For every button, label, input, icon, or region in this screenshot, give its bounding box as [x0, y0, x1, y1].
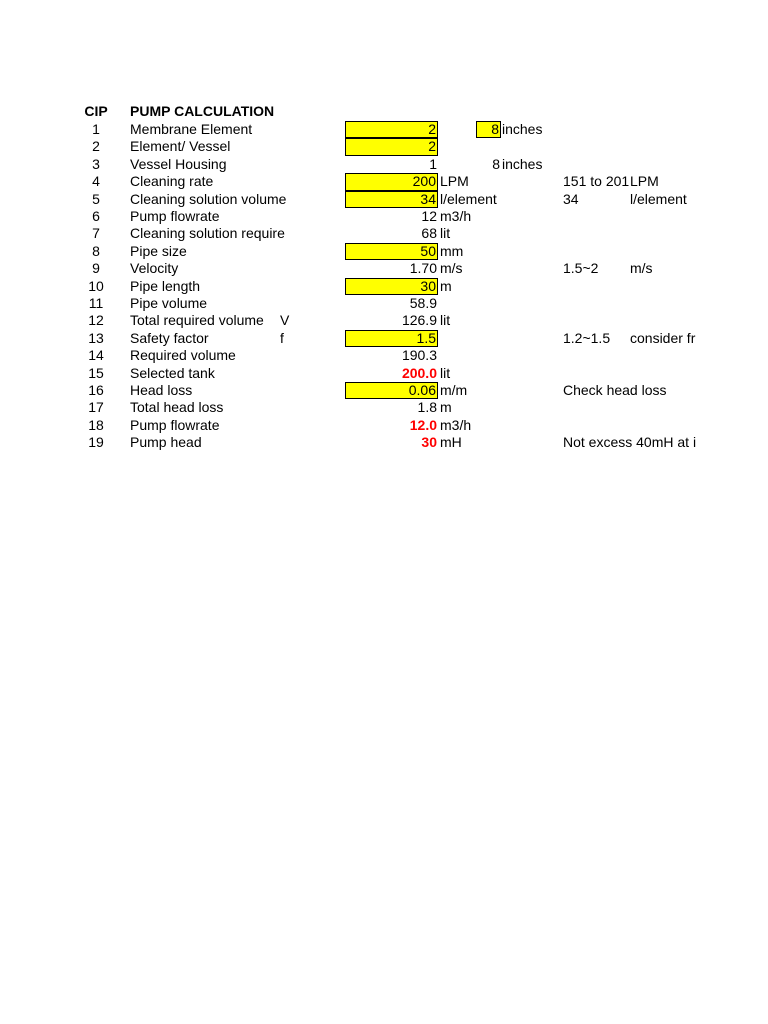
row-unit: m/s — [440, 260, 463, 277]
row-head-loss — [0, 382, 768, 399]
row-number: 9 — [92, 260, 100, 277]
row-label: Pipe volume — [130, 295, 208, 311]
row-unit: m/m — [440, 382, 468, 398]
row-symbol: V — [280, 312, 290, 329]
row-label: Cleaning solution require — [130, 225, 285, 242]
row-number: 12 — [88, 312, 104, 329]
row-cleaning-solution-require — [0, 225, 768, 242]
row-label: Pump head — [130, 434, 202, 451]
row-total-required-volume — [0, 312, 768, 329]
row-label: Vessel Housing — [130, 155, 227, 172]
row-number: 18 — [88, 416, 104, 433]
row-total-head-loss — [0, 399, 768, 416]
sheet-title: PUMP CALCULATION — [130, 103, 275, 119]
row-number: 16 — [88, 382, 104, 398]
row-unit: l/element — [440, 190, 497, 207]
row-label: Safety factor — [130, 329, 209, 346]
row-number: 6 — [92, 208, 100, 224]
row-number: 10 — [88, 277, 104, 294]
row-pump-flowrate-result — [0, 417, 768, 434]
row-value: 12 — [421, 208, 437, 224]
row-cleaning-solution-volume — [0, 191, 768, 208]
row-number: 1 — [92, 121, 100, 137]
row-label: Pipe length — [130, 277, 201, 294]
row-number: 7 — [92, 225, 100, 242]
row-cleaning-rate — [0, 173, 768, 190]
row-number: 11 — [88, 295, 104, 311]
row-reference: Not excess 40mH at i — [563, 434, 696, 451]
row-value-secondary: 8 — [492, 155, 500, 172]
row-vessel-housing — [0, 156, 768, 173]
row-label: Element/ Vessel — [130, 138, 231, 155]
row-label: Velocity — [130, 260, 179, 277]
row-reference: 34 — [563, 190, 579, 207]
row-number: 8 — [92, 242, 100, 259]
row-value: 190.3 — [401, 347, 437, 364]
row-number: 19 — [88, 434, 104, 451]
head-loss-input[interactable]: 0.06 — [345, 382, 438, 399]
row-value: 1.70 — [409, 260, 437, 277]
row-velocity — [0, 260, 768, 277]
row-reference: Check head loss — [563, 382, 667, 398]
row-number: 17 — [88, 399, 104, 416]
row-unit: m — [440, 399, 452, 416]
row-symbol: f — [280, 329, 284, 346]
row-label: Head loss — [130, 382, 193, 398]
row-unit: lit — [440, 225, 451, 242]
row-value: 1.8 — [417, 399, 437, 416]
pump-flowrate-result: 12.0 — [409, 416, 437, 433]
row-reference-unit: consider fr — [630, 329, 696, 346]
row-label: Total head loss — [130, 399, 224, 416]
row-pump-head — [0, 434, 768, 451]
row-pipe-size — [0, 243, 768, 260]
row-value: 68 — [421, 225, 437, 242]
row-label: Cleaning rate — [130, 173, 214, 190]
row-reference: 1.2~1.5 — [563, 329, 611, 346]
row-membrane-element — [0, 121, 768, 138]
row-label: Total required volume — [130, 312, 264, 329]
safety-factor-input[interactable]: 1.5 — [345, 330, 438, 347]
row-reference: 1.5~2 — [563, 260, 599, 277]
membrane-element-input[interactable]: 2 — [345, 121, 438, 138]
row-label: Pipe size — [130, 242, 187, 259]
row-unit: lit — [440, 312, 451, 329]
selected-tank-result: 200.0 — [401, 364, 437, 381]
row-required-volume — [0, 347, 768, 364]
row-number: 2 — [92, 138, 100, 155]
row-label: Required volume — [130, 347, 236, 364]
row-unit: inches — [502, 155, 543, 172]
row-label: Pump flowrate — [130, 416, 220, 433]
row-pump-flowrate — [0, 208, 768, 225]
row-safety-factor — [0, 330, 768, 347]
row-unit: m3/h — [440, 208, 472, 224]
row-unit: LPM — [440, 173, 469, 190]
pump-head-result: 30 — [421, 434, 437, 451]
row-label: Cleaning solution volume — [130, 190, 287, 207]
row-unit: lit — [440, 364, 451, 381]
row-number: 3 — [92, 155, 100, 172]
row-unit: mH — [440, 434, 462, 451]
membrane-size-input[interactable]: 8 — [476, 121, 501, 138]
row-unit: inches — [502, 121, 543, 137]
cleaning-rate-input[interactable]: 200 — [345, 173, 438, 190]
row-number: 15 — [88, 364, 104, 381]
row-value: 58.9 — [409, 295, 437, 311]
header-row — [0, 103, 768, 120]
row-pipe-length — [0, 278, 768, 295]
row-reference: 151 to 201 — [563, 173, 630, 190]
row-label: Selected tank — [130, 364, 215, 381]
row-reference-unit: LPM — [630, 173, 659, 190]
row-reference-unit: m/s — [630, 260, 653, 277]
row-number: 14 — [88, 347, 104, 364]
row-reference-unit: l/element — [630, 190, 687, 207]
row-label: Pump flowrate — [130, 208, 220, 224]
pipe-size-input[interactable]: 50 — [345, 243, 438, 260]
cleaning-solution-volume-input[interactable]: 34 — [345, 191, 438, 208]
row-selected-tank — [0, 365, 768, 382]
row-number: 13 — [88, 329, 104, 346]
row-number: 4 — [92, 173, 100, 190]
row-pipe-volume — [0, 295, 768, 312]
row-value: 1 — [429, 155, 437, 172]
element-vessel-input[interactable]: 2 — [345, 138, 438, 155]
cip-header: CIP — [84, 103, 108, 119]
row-label: Membrane Element — [130, 121, 253, 137]
row-element-vessel — [0, 138, 768, 155]
row-number: 5 — [92, 190, 100, 207]
row-unit: m — [440, 277, 452, 294]
row-unit: m3/h — [440, 416, 472, 433]
pipe-length-input[interactable]: 30 — [345, 278, 438, 295]
row-value: 126.9 — [401, 312, 437, 329]
row-unit: mm — [440, 242, 464, 259]
